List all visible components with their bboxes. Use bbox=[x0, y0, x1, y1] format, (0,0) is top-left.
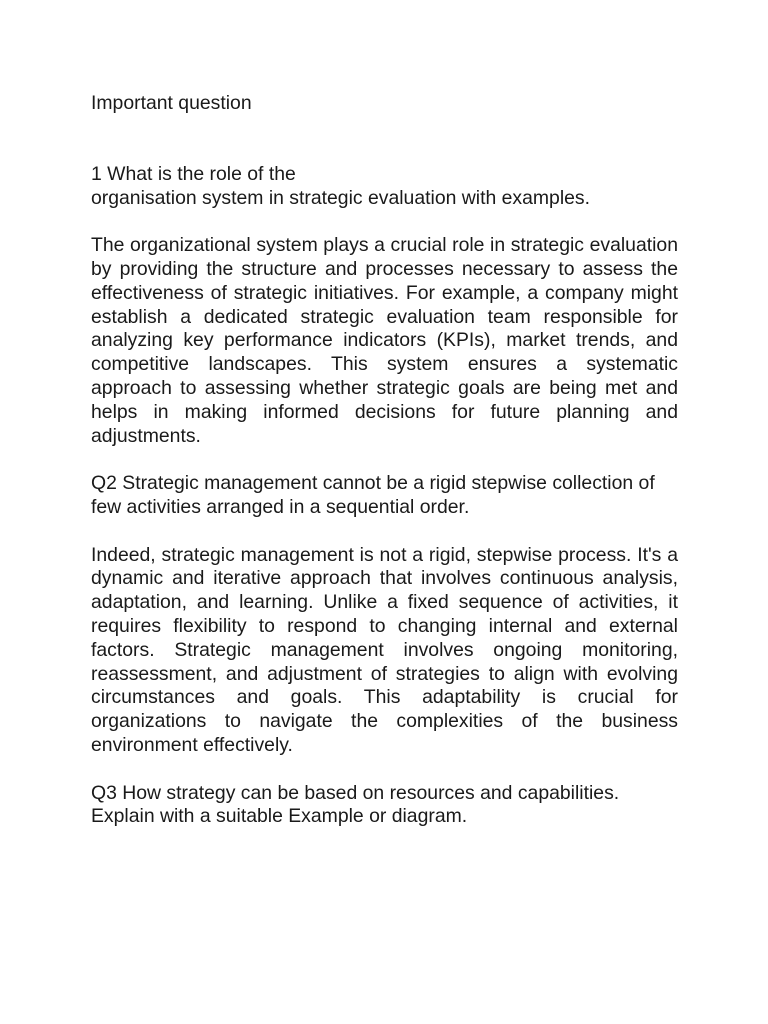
section-q2 bbox=[91, 472, 678, 758]
document-body bbox=[91, 92, 678, 853]
question-1 bbox=[91, 163, 678, 211]
question-3-line-1: Q3 How strategy can be based on resources and capabilities. bbox=[91, 781, 620, 804]
question-1-line-2: organisation system in strategic evaluation with examples. bbox=[91, 186, 591, 209]
answer-2: Indeed, strategic management is not a rigid, stepwise process. It's a dynamic and iterative approach that involves continuous analysis, adaptation, and learning. Unlike a fixed sequence of activities, it requires flexibility to respond to changing internal and external factors. Strategic management involves ongoing monitoring, reassessment, and adjustment of strategies to align with evolving circumstances and goals. This adaptability is crucial for organizations to navigate the complexities of the business environment effectively. bbox=[91, 543, 678, 756]
section-q3 bbox=[91, 782, 678, 830]
question-3 bbox=[91, 782, 678, 830]
question-2: Q2 Strategic management cannot be a rigid stepwise collection of few activities arranged in a sequential order. bbox=[91, 472, 655, 518]
answer-1: The organizational system plays a crucial role in strategic evaluation by providing the structure and processes necessary to assess the effectiveness of strategic initiatives. For example, a company might establish a dedicated strategic evaluation team responsible for analyzing key performance indicators (KPIs), market trends, and competitive landscapes. This system ensures a systematic approach to assessing whether strategic goals are being met and helps in making informed decisions for future planning and adjustments. bbox=[91, 234, 678, 447]
document-title: Important question bbox=[91, 92, 252, 114]
question-1-line-1: 1 What is the role of the bbox=[91, 162, 296, 185]
question-3-line-2: Explain with a suitable Example or diagram. bbox=[91, 805, 468, 828]
section-q1 bbox=[91, 163, 678, 449]
